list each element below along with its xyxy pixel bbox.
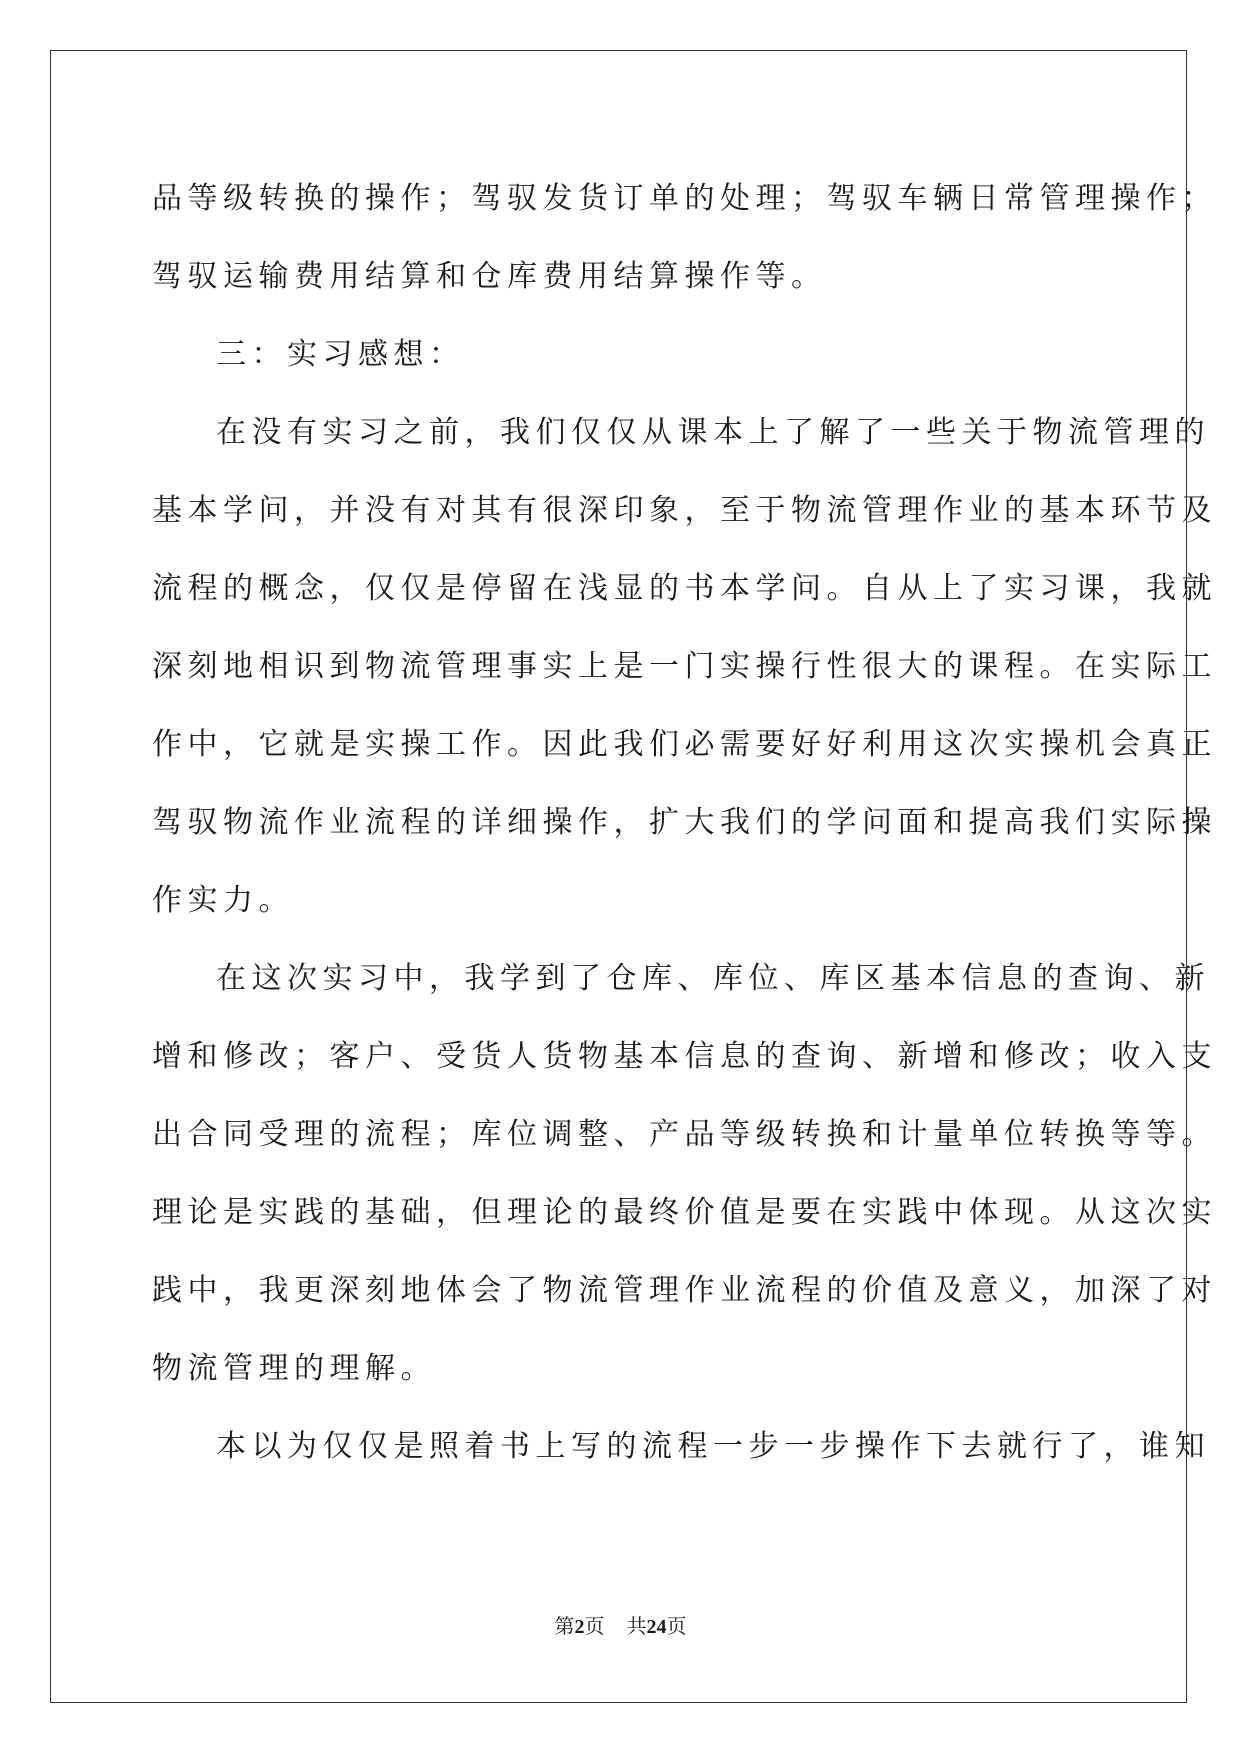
text-line: 理论是实践的基础，但理论的最终价值是要在实践中体现。从这次实 [152, 1195, 1217, 1230]
text-line: 物流管理的理解。 [152, 1351, 436, 1386]
footer-page-unit: 页 [584, 1614, 605, 1638]
footer-total-unit: 页 [666, 1614, 687, 1638]
section-heading: 三：实习感想： [216, 337, 465, 372]
current-page-number: 2 [574, 1616, 585, 1638]
text-line: 作中，它就是实操工作。因此我们必需要好好利用这次实操机会真正 [152, 727, 1217, 762]
text-line: 作实力。 [152, 883, 294, 918]
text-line: 增和修改；客户、受货人货物基本信息的查询、新增和修改；收入支 [152, 1039, 1217, 1074]
text-line: 本以为仅仅是照着书上写的流程一步一步操作下去就行了，谁知 [216, 1429, 1210, 1464]
text-line: 驾驭物流作业流程的详细操作，扩大我们的学问面和提高我们实际操 [152, 805, 1217, 840]
text-line: 在没有实习之前，我们仅仅从课本上了解了一些关于物流管理的 [216, 415, 1210, 450]
text-line: 品等级转换的操作；驾驭发货订单的处理；驾驭车辆日常管理操作； [152, 181, 1217, 216]
text-line: 出合同受理的流程；库位调整、产品等级转换和计量单位转换等等。 [152, 1117, 1217, 1152]
document-body [152, 160, 1217, 1486]
text-line: 在这次实习中，我学到了仓库、库位、库区基本信息的查询、新 [216, 961, 1210, 996]
text-line: 流程的概念，仅仅是停留在浅显的书本学问。自从上了实习课，我就 [152, 571, 1217, 606]
footer-total-prefix: 共 [626, 1614, 647, 1638]
total-page-number: 24 [646, 1616, 667, 1638]
text-line: 基本学问，并没有对其有很深印象，至于物流管理作业的基本环节及 [152, 493, 1217, 528]
page-footer [0, 1614, 1241, 1639]
footer-prefix: 第 [554, 1614, 575, 1638]
text-line: 践中，我更深刻地体会了物流管理作业流程的价值及意义，加深了对 [152, 1273, 1217, 1308]
text-line: 驾驭运输费用结算和仓库费用结算操作等。 [152, 259, 827, 294]
text-line: 深刻地相识到物流管理事实上是一门实操行性很大的课程。在实际工 [152, 649, 1217, 684]
